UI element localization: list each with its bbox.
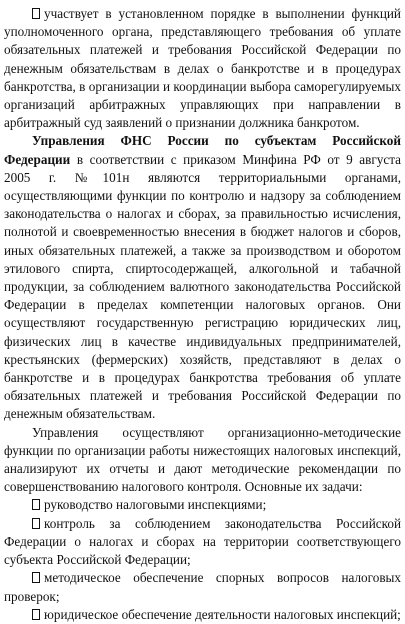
square-bullet-icon (32, 609, 40, 620)
bullet-paragraph-legal-support (4, 606, 401, 624)
bullet-paragraph-management (4, 496, 401, 514)
square-bullet-icon (32, 518, 40, 529)
bullet-paragraph-methodical-support (4, 569, 401, 605)
paragraph-text: методическое обеспечение спорных вопросов налоговых проверок; (4, 570, 401, 604)
square-bullet-icon (32, 572, 40, 583)
paragraph-bold-lead: Управления ФНС России по субъектам Российской Федерации (4, 133, 401, 167)
paragraph-text: руководство налоговыми инспекциями; (44, 497, 267, 513)
paragraph-fns-regional-departments (4, 132, 401, 423)
paragraph-text: Управления осуществляют организационно-методические функции по организации работы нижестоящих налоговых инспекций, анализируют их отчеты и дают методические рекомендации по совершенствованию налогового контроля. Основные их задачи: (4, 424, 401, 495)
paragraph-text: контроль за соблюдением законодательства Российской Федерации о налогах и сборах на территории соответствующего субъекта Российской Федерации; (4, 515, 401, 568)
paragraph-text: в соответствии с приказом Минфина РФ от 9 августа 2005 г. №101н являются территориальными органами, осуществляющими функции по контролю и надзору за соблюдением законодательства о налогах и сборах, за правильностью исчисления, полнотой и своевременностью внесения в бюджет налогов и сборов, иных обязательных платежей, а также за производством и оборотом этилового спирта, спиртосодержащей, алкогольной и табачной продукции, за соблюдением валютного законодательства Российской Федерации в пределах компетенции налоговых органов. Они осуществляют государственную регистрацию юридических лиц, физических лиц в качестве индивидуальных предпринимателей, крестьянских (фермерских) хозяйств, представляют в делах о банкротстве и в процедурах банкротства требования об уплате обязательных платежей и требования Российской Федерации по денежным обязательствам. (4, 151, 401, 422)
bullet-paragraph-bankruptcy-role (4, 5, 401, 132)
square-bullet-icon (32, 8, 40, 19)
paragraph-text: участвует в установленном порядке в выполнении функций уполномоченного органа, представляющего требования об уплате обязательных платежей и требования Российской Федерации по денежным обязательствам в делах о банкротстве и в процедурах банкротства, в организации и координации выбора саморегулируемых организаций арбитражных управляющих при направлении в арбитражный суд заявлений о признании должника банкротом. (4, 6, 401, 131)
bullet-paragraph-control (4, 515, 401, 570)
square-bullet-icon (32, 499, 40, 510)
paragraph-departments-functions (4, 424, 401, 497)
paragraph-text: юридическое обеспечение деятельности налоговых инспекций; (44, 606, 401, 622)
